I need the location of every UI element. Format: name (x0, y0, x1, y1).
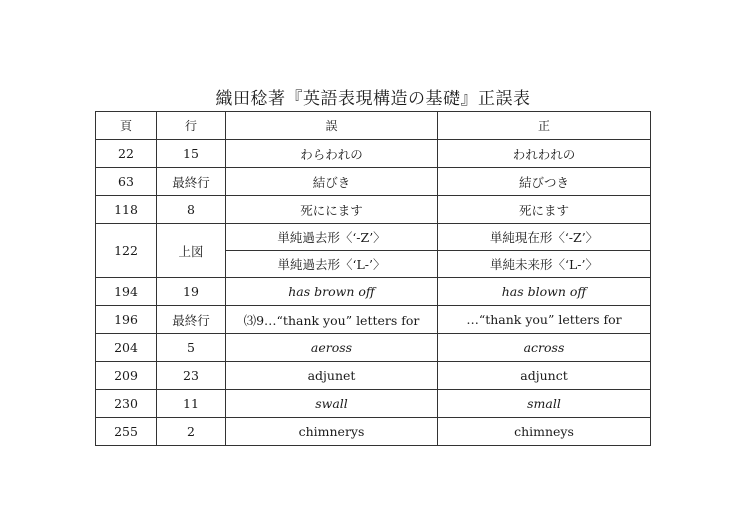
cell-line: 19 (157, 278, 226, 306)
cell-page: 196 (96, 306, 157, 334)
cell-error: chimnerys (226, 418, 438, 446)
cell-correct: has blown off (438, 278, 651, 306)
cell-line: 23 (157, 362, 226, 390)
cell-error: 死ににます (226, 196, 438, 224)
cell-line: 最終行 (157, 306, 226, 334)
table-row (96, 362, 651, 390)
cell-correct: 結びつき (438, 168, 651, 196)
header-correct: 正 (438, 112, 651, 140)
cell-line: 2 (157, 418, 226, 446)
cell-correct: 単純現在形〈‘-Z’〉 (438, 224, 651, 251)
cell-correct: small (438, 390, 651, 418)
cell-page: 194 (96, 278, 157, 306)
table-row (96, 196, 651, 224)
cell-correct: across (438, 334, 651, 362)
cell-correct: …“thank you” letters for (438, 306, 651, 334)
header-line: 行 (157, 112, 226, 140)
cell-error: わらわれの (226, 140, 438, 168)
table-row (96, 168, 651, 196)
table-header-row (96, 112, 651, 140)
cell-error: has brown off (226, 278, 438, 306)
table-row (96, 418, 651, 446)
table-row (96, 278, 651, 306)
cell-error: 単純過去形〈‘L-’〉 (226, 251, 438, 278)
table-row (96, 390, 651, 418)
cell-line: 5 (157, 334, 226, 362)
cell-page: 122 (96, 224, 157, 278)
cell-error: aeross (226, 334, 438, 362)
cell-error: adjunet (226, 362, 438, 390)
cell-line: 15 (157, 140, 226, 168)
page-title: 織田稔著『英語表現構造の基礎』正誤表 (215, 89, 531, 109)
cell-correct: 死にます (438, 196, 651, 224)
cell-page: 63 (96, 168, 157, 196)
cell-page: 255 (96, 418, 157, 446)
cell-line: 8 (157, 196, 226, 224)
cell-error: 単純過去形〈‘-Z’〉 (226, 224, 438, 251)
cell-line: 上図 (157, 224, 226, 278)
header-error: 誤 (226, 112, 438, 140)
cell-error: swall (226, 390, 438, 418)
cell-correct: adjunct (438, 362, 651, 390)
cell-correct: 単純未来形〈‘L-’〉 (438, 251, 651, 278)
cell-page: 22 (96, 140, 157, 168)
cell-line: 最終行 (157, 168, 226, 196)
table-row (96, 306, 651, 334)
table-row (96, 140, 651, 168)
cell-error: 結びき (226, 168, 438, 196)
cell-page: 118 (96, 196, 157, 224)
cell-error: ⑶9…“thank you” letters for (226, 306, 438, 334)
errata-table (95, 111, 651, 446)
cell-line: 11 (157, 390, 226, 418)
table-row (96, 224, 651, 251)
cell-page: 209 (96, 362, 157, 390)
cell-correct: われわれの (438, 140, 651, 168)
cell-page: 230 (96, 390, 157, 418)
cell-correct: chimneys (438, 418, 651, 446)
cell-page: 204 (96, 334, 157, 362)
header-page: 頁 (96, 112, 157, 140)
table-row (96, 334, 651, 362)
